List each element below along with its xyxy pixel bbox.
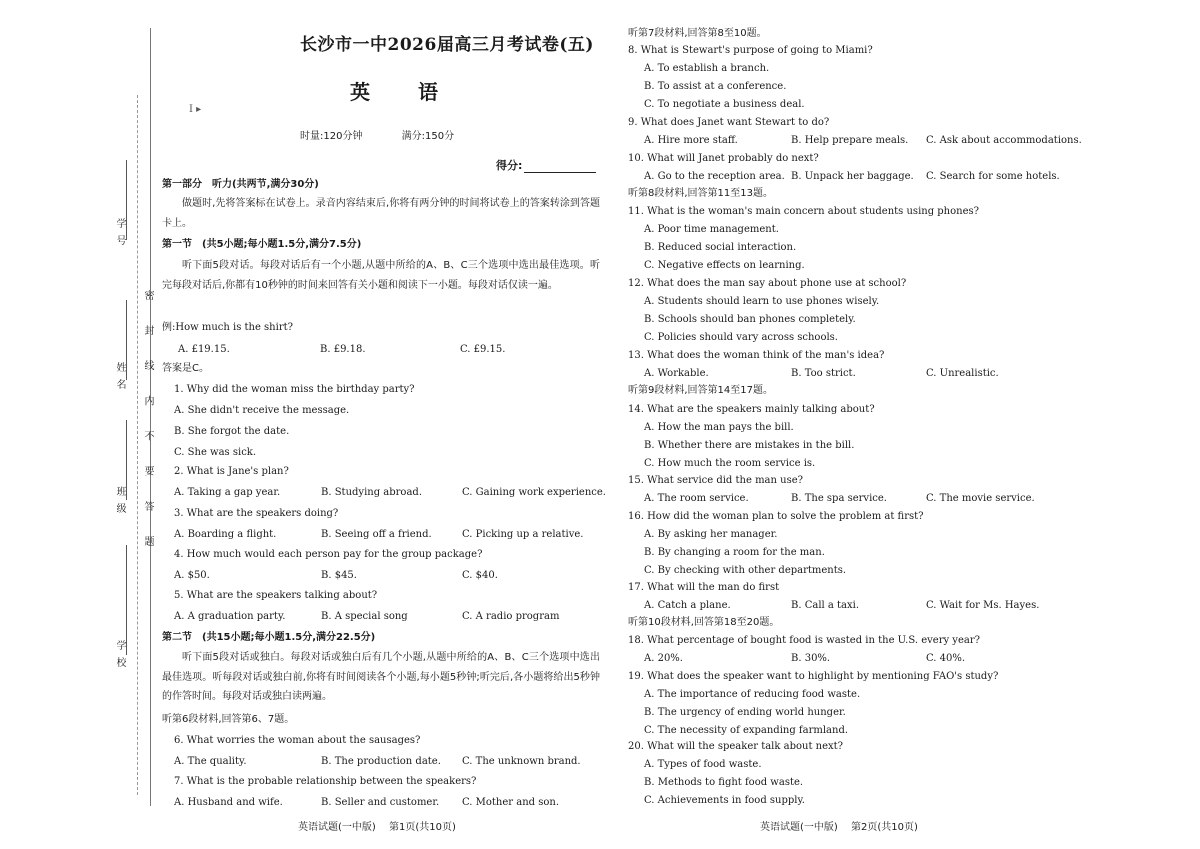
question-14-option-a[interactable]: A. How the man pays the bill. xyxy=(644,422,794,433)
question-7-option-c[interactable]: C. Mother and son. xyxy=(462,797,560,808)
exam-page-2 xyxy=(610,0,1200,849)
question-11-option-b[interactable]: B. Reduced social interaction. xyxy=(644,242,797,253)
subject-title: 英 语 xyxy=(350,80,452,104)
question-10-option-b[interactable]: B. Unpack her baggage. xyxy=(791,171,914,182)
question-2-stem: 2. What is Jane's plan? xyxy=(174,466,289,477)
question-6-option-c[interactable]: C. The unknown brand. xyxy=(462,756,581,767)
question-9-option-b[interactable]: B. Help prepare meals. xyxy=(791,135,909,146)
example-answer: 答案是C。 xyxy=(162,363,209,374)
page-1-footer xyxy=(298,818,466,833)
question-3-option-c[interactable]: C. Picking up a relative. xyxy=(462,529,584,540)
question-18-option-b[interactable]: B. 30%. xyxy=(791,653,831,664)
question-7-stem: 7. What is the probable relationship between the speakers? xyxy=(174,776,477,787)
school-label: 学 校 xyxy=(114,640,125,670)
question-20-option-a[interactable]: A. Types of food waste. xyxy=(644,759,762,770)
question-5-option-a[interactable]: A. A graduation party. xyxy=(174,611,286,622)
question-10-option-a[interactable]: A. Go to the reception area. xyxy=(644,171,785,182)
question-16-option-a[interactable]: A. By asking her manager. xyxy=(644,529,778,540)
question-14-option-b[interactable]: B. Whether there are mistakes in the bill. xyxy=(644,440,855,451)
material-9-heading: 听第9段材料,回答第14至17题。 xyxy=(628,385,773,396)
question-2-option-a[interactable]: A. Taking a gap year. xyxy=(174,487,281,498)
footer-page: 第1页(共10页) xyxy=(389,822,456,833)
question-5-option-c[interactable]: C. A radio program xyxy=(462,611,560,622)
example-option-c: C. £9.15. xyxy=(460,344,506,355)
question-16-option-c[interactable]: C. By checking with other departments. xyxy=(644,565,847,576)
question-9-stem: 9. What does Janet want Stewart to do? xyxy=(628,117,830,128)
question-20-option-b[interactable]: B. Methods to fight food waste. xyxy=(644,777,804,788)
question-19-option-c[interactable]: C. The necessity of expanding farmland. xyxy=(644,725,849,736)
question-15-option-b[interactable]: B. The spa service. xyxy=(791,493,887,504)
seal-dashed-line xyxy=(137,95,138,795)
question-2-option-c[interactable]: C. Gaining work experience. xyxy=(462,487,606,498)
question-12-option-a[interactable]: A. Students should learn to use phones wisely. xyxy=(644,296,880,307)
question-12-option-c[interactable]: C. Policies should vary across schools. xyxy=(644,332,838,343)
question-6-option-a[interactable]: A. The quality. xyxy=(174,756,247,767)
question-1-option-b[interactable]: B. She forgot the date. xyxy=(174,426,290,437)
question-4-option-b[interactable]: B. $45. xyxy=(321,570,357,581)
question-3-option-b[interactable]: B. Seeing off a friend. xyxy=(321,529,432,540)
question-1-option-a[interactable]: A. She didn't receive the message. xyxy=(174,405,350,416)
part-instructions: 做题时,先将答案标在试卷上。录音内容结束后,你将有两分钟的时间将试卷上的答案转涂到答题卡上。 xyxy=(162,198,600,229)
question-6-option-b[interactable]: B. The production date. xyxy=(321,756,441,767)
question-20-option-c[interactable]: C. Achievements in food supply. xyxy=(644,795,805,806)
question-3-option-a[interactable]: A. Boarding a flight. xyxy=(174,529,277,540)
question-17-stem: 17. What will the man do first xyxy=(628,582,780,593)
question-2-option-b[interactable]: B. Studying abroad. xyxy=(321,487,422,498)
question-19-stem: 19. What does the speaker want to highlight by mentioning FAO's study? xyxy=(628,671,999,682)
question-8-stem: 8. What is Stewart's purpose of going to Miami? xyxy=(628,45,873,56)
question-4-stem: 4. How much would each person pay for the group package? xyxy=(174,549,483,560)
question-9-option-a[interactable]: A. Hire more staff. xyxy=(644,135,738,146)
question-11-option-a[interactable]: A. Poor time management. xyxy=(644,224,779,235)
example-question: 例:How much is the shirt? xyxy=(162,322,293,333)
question-14-stem: 14. What are the speakers mainly talking about? xyxy=(628,404,875,415)
page-2-footer xyxy=(760,818,928,833)
question-20-stem: 20. What will the speaker talk about next? xyxy=(628,741,844,752)
question-8-option-a[interactable]: A. To establish a branch. xyxy=(644,63,770,74)
example-option-a: A. £19.15. xyxy=(178,344,230,355)
time-limit: 时量:120分钟 xyxy=(300,131,363,142)
section-1-title: 第一节 (共5小题;每小题1.5分,满分7.5分) xyxy=(162,239,362,250)
question-13-option-a[interactable]: A. Workable. xyxy=(644,368,709,379)
score-blank[interactable] xyxy=(524,172,596,173)
question-3-stem: 3. What are the speakers doing? xyxy=(174,508,339,519)
question-17-option-c[interactable]: C. Wait for Ms. Hayes. xyxy=(926,600,1040,611)
question-13-option-b[interactable]: B. Too strict. xyxy=(791,368,856,379)
question-10-stem: 10. What will Janet probably do next? xyxy=(628,153,819,164)
question-13-stem: 13. What does the woman think of the man's idea? xyxy=(628,350,885,361)
name-label: 姓 名 xyxy=(114,362,125,392)
question-18-option-a[interactable]: A. 20%. xyxy=(644,653,683,664)
question-19-option-a[interactable]: A. The importance of reducing food waste. xyxy=(644,689,861,700)
footer-page: 第2页(共10页) xyxy=(851,822,918,833)
material-10-heading: 听第10段材料,回答第18至20题。 xyxy=(628,617,780,628)
question-12-option-b[interactable]: B. Schools should ban phones completely. xyxy=(644,314,856,325)
material-7-heading: 听第7段材料,回答第8至10题。 xyxy=(628,28,767,39)
class-blank[interactable] xyxy=(126,420,127,500)
material-6-heading: 听第6段材料,回答第6、7题。 xyxy=(162,714,295,725)
question-6-stem: 6. What worries the woman about the sausages? xyxy=(174,735,421,746)
full-score: 满分:150分 xyxy=(401,131,455,142)
part-title: 第一部分 听力(共两节,满分30分) xyxy=(162,179,319,190)
question-7-option-a[interactable]: A. Husband and wife. xyxy=(174,797,283,808)
question-9-option-c[interactable]: C. Ask about accommodations. xyxy=(926,135,1082,146)
class-label: 班 级 xyxy=(114,486,125,516)
question-12-stem: 12. What does the man say about phone use at school? xyxy=(628,278,907,289)
footer-subject: 英语试题(一中版) xyxy=(760,822,838,833)
question-8-option-b[interactable]: B. To assist at a conference. xyxy=(644,81,787,92)
section-2-title: 第二节 (共15小题;每小题1.5分,满分22.5分) xyxy=(162,632,376,643)
question-17-option-b[interactable]: B. Call a taxi. xyxy=(791,600,860,611)
seal-line-notice: 密 封 线 内 不 要 答 题 xyxy=(142,290,153,558)
question-19-option-b[interactable]: B. The urgency of ending world hunger. xyxy=(644,707,846,718)
question-15-option-c[interactable]: C. The movie service. xyxy=(926,493,1035,504)
question-18-stem: 18. What percentage of bought food is wasted in the U.S. every year? xyxy=(628,635,980,646)
question-1-option-c[interactable]: C. She was sick. xyxy=(174,447,257,458)
question-17-option-a[interactable]: A. Catch a plane. xyxy=(644,600,731,611)
score-field[interactable] xyxy=(496,157,596,173)
question-15-stem: 15. What service did the man use? xyxy=(628,475,803,486)
question-8-option-c[interactable]: C. To negotiate a business deal. xyxy=(644,99,805,110)
question-18-option-c[interactable]: C. 40%. xyxy=(926,653,966,664)
question-16-option-b[interactable]: B. By changing a room for the man. xyxy=(644,547,825,558)
school-blank[interactable] xyxy=(126,545,127,655)
exam-meta xyxy=(300,127,490,142)
question-14-option-c[interactable]: C. How much the room service is. xyxy=(644,458,816,469)
section-2-instructions: 听下面5段对话或独白。每段对话或独白后有几个小题,从题中所给的A、B、C三个选项中选出最佳选项。听每段对话或独白前,你将有时间阅读各个小题,每小题5秒钟;听完后,各小题将给出5秒钟的作答时间。每段对话或独白读两遍。 xyxy=(162,652,600,702)
material-8-heading: 听第8段材料,回答第11至13题。 xyxy=(628,188,773,199)
exam-title: 长沙市一中2026届高三月考试卷(五) xyxy=(300,35,594,55)
corner-mark: Ⅰ ▸ xyxy=(189,104,202,115)
score-label: 得分: xyxy=(496,159,523,172)
question-4-option-a[interactable]: A. $50. xyxy=(174,570,210,581)
question-11-stem: 11. What is the woman's main concern about students using phones? xyxy=(628,206,979,217)
question-10-option-c[interactable]: C. Search for some hotels. xyxy=(926,171,1060,182)
question-5-option-b[interactable]: B. A special song xyxy=(321,611,408,622)
question-4-option-c[interactable]: C. $40. xyxy=(462,570,498,581)
question-5-stem: 5. What are the speakers talking about? xyxy=(174,590,378,601)
footer-subject: 英语试题(一中版) xyxy=(298,822,376,833)
section-1-instructions: 听下面5段对话。每段对话后有一个小题,从题中所给的A、B、C三个选项中选出最佳选项。听完每段对话后,你都有10秒钟的时间来回答有关小题和阅读下一小题。每段对话仅读一遍。 xyxy=(162,260,600,291)
question-11-option-c[interactable]: C. Negative effects on learning. xyxy=(644,260,805,271)
student-no-blank[interactable] xyxy=(126,160,127,240)
question-16-stem: 16. How did the woman plan to solve the problem at first? xyxy=(628,511,924,522)
example-option-b: B. £9.18. xyxy=(320,344,366,355)
question-15-option-a[interactable]: A. The room service. xyxy=(644,493,749,504)
question-7-option-b[interactable]: B. Seller and customer. xyxy=(321,797,440,808)
student-no-label: 学 号 xyxy=(114,218,125,248)
question-1-stem: 1. Why did the woman miss the birthday party? xyxy=(174,384,415,395)
name-blank[interactable] xyxy=(126,300,127,380)
question-13-option-c[interactable]: C. Unrealistic. xyxy=(926,368,999,379)
